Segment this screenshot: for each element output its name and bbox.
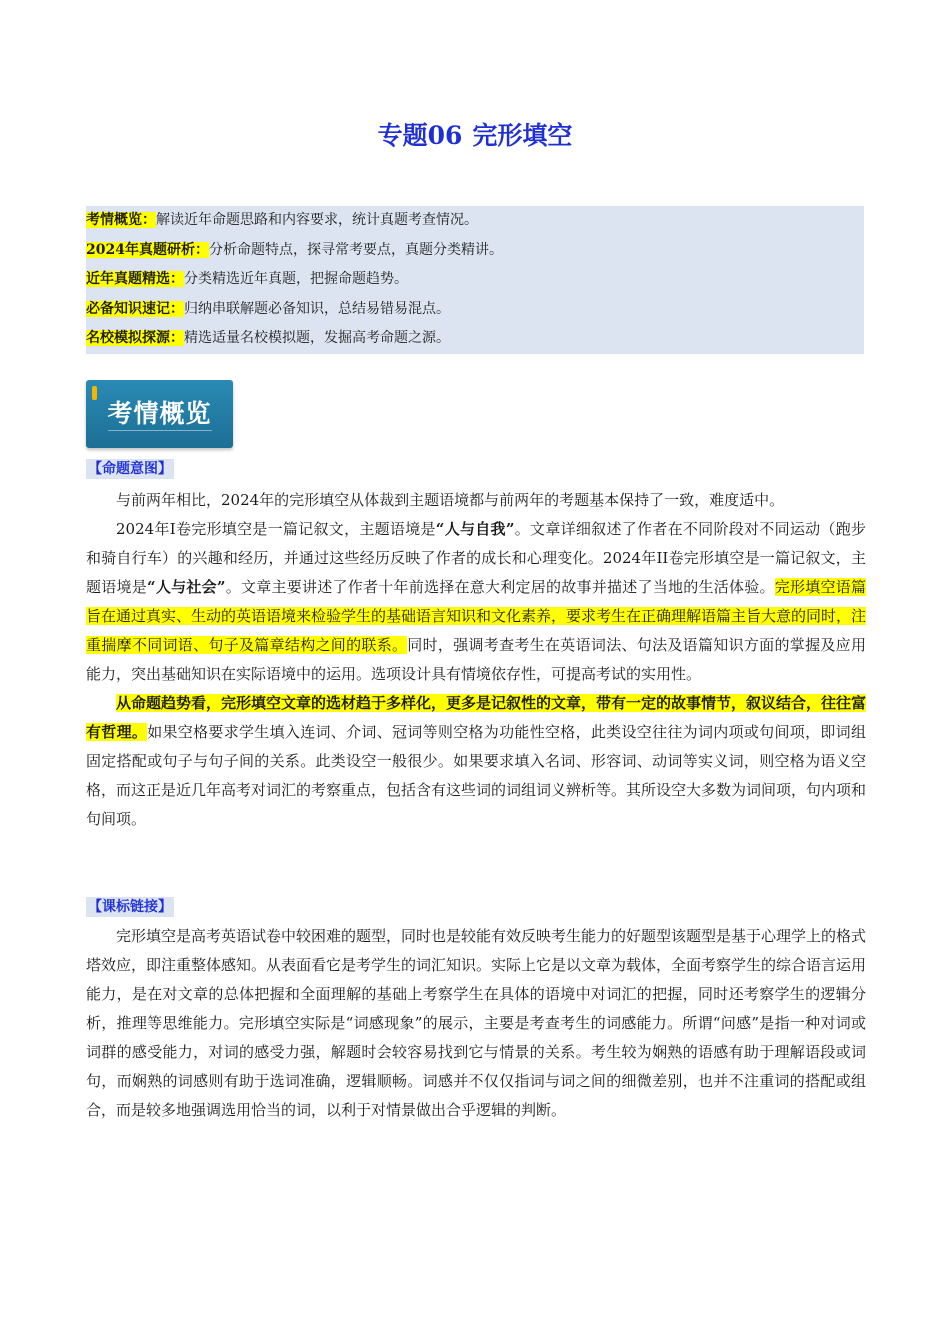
text-run: 同时，强调考查考生在英语词法、句法及语篇知识方面的掌握及应用能力，突出基础知识在实际语境中的运用。选项设计具有情境依存性，可提高考试的实用性。 <box>86 636 866 683</box>
title-prefix: 专题 <box>377 121 428 150</box>
text-run: 如果空格要求学生填入连词、介词、冠词等则空格为功能性空格，此类设空往往为词内项或句间项，即词组固定搭配或句子与句子间的关系。此类设空一般很少。如果要求填入名词、形容词、动词等实义词，则空格为语义空格，而这正是近几年高考对词汇的考察重点，包括含有这些词的词组词义辨析等。其所设空大多数为词间项，句内项和句间项。 <box>86 723 867 828</box>
overview-box <box>86 206 864 354</box>
section-badge <box>86 380 233 448</box>
intent-paragraph-1: 与前两年相比，2024年的完形填空从体裁到主题语境都与前两年的考题基本保持了一致，难度适中。 <box>116 491 785 509</box>
curriculum-heading: 【课标链接】 <box>88 899 172 915</box>
text-run: 。文章主要讲述了作者十年前选择在意大利定居的故事并描述了当地的生活体验。 <box>225 578 775 596</box>
curriculum-paragraph: 完形填空是高考英语试卷中较困难的题型，同时也是较能有效反映考生能力的好题型该题型是基于心理学上的格式塔效应，即注重整体感知。从表面看它是考学生的词汇知识。实际上它是以文章为载体，全面考察学生的综合语言运用能力，是在对文章的总体把握和全面理解的基础上考察学生在具体的语境中对词汇的把握，同时还考察学生的逻辑分析，推理等思维能力。完形填空实际是“词感现象”的展示，主要是考查考生的词感能力。所谓“问感”是指一种对词或词群的感受能力，对词的感受力强，解题时会较容易找到它与情景的关系。考生较为娴熟的语感有助于理解语段或词句，而娴熟的词感则有助于选词准确，逻辑顺畅。词感并不仅仅指词与词之间的细微差别，也并不注重词的搭配或组合，而是较多地强调选用恰当的词，以利于对情景做出合乎逻辑的判断。 <box>86 927 867 1119</box>
bold-run: “人与社会” <box>147 578 226 596</box>
intent-paragraph-3 <box>86 689 866 834</box>
highlighted-bold-run: 从命题趋势看，完形填空文章的选材趋于多样化，更多是记叙性的文章，带有一定的故事情节，叙议结合，往往富有哲理。 <box>86 694 867 741</box>
overview-key: 近年真题精选： <box>86 271 184 287</box>
overview-row <box>86 324 864 354</box>
overview-row <box>86 236 864 266</box>
badge-underline <box>108 430 212 431</box>
title-number: 06 <box>427 121 463 150</box>
overview-desc: 归纳串联解题必备知识，总结易错易混点。 <box>184 300 450 317</box>
text-run: 。文章详细叙述了作者在不同阶段对不同运动（跑步和骑自行车）的兴趣和经历，并通过这些经历反映了作者的成长和心理变化。2024年II卷完形填空是一篇记叙文，主题语境是 <box>86 520 866 596</box>
curriculum-body <box>86 922 866 1125</box>
highlighted-run: 完形填空语篇旨在通过真实、生动的英语语境来检验学生的基础语言知识和文化素养，要求考生在正确理解语篇主旨大意的同时，注重揣摩不同词语、句子及篇章结构之间的联系。 <box>86 578 867 654</box>
title-text: 完形填空 <box>472 121 573 150</box>
overview-desc: 精选适量名校模拟题，发掘高考命题之源。 <box>184 330 450 346</box>
intent-body <box>86 486 866 834</box>
bold-run: “人与自我” <box>435 520 515 538</box>
overview-desc: 分类精选近年真题，把握命题趋势。 <box>184 271 408 287</box>
overview-desc: 分析命题特点，探寻常考要点，真题分类精讲。 <box>208 241 503 258</box>
overview-row <box>86 265 864 295</box>
section-badge-label: 考情概览 <box>107 399 212 428</box>
overview-key: 必备知识速记： <box>86 300 184 317</box>
overview-row <box>86 206 864 236</box>
overview-row <box>86 295 864 325</box>
overview-key: 考情概览： <box>86 212 156 228</box>
text-run: 2024年I卷完形填空是一篇记叙文，主题语境是 <box>116 520 436 538</box>
intent-paragraph-2 <box>86 515 866 689</box>
overview-key: 名校模拟探源： <box>86 330 184 346</box>
overview-key: 2024年真题研析： <box>86 241 209 258</box>
overview-desc: 解读近年命题思路和内容要求，统计真题考查情况。 <box>156 212 478 228</box>
page-title <box>0 116 950 152</box>
intent-heading: 【命题意图】 <box>88 461 172 477</box>
